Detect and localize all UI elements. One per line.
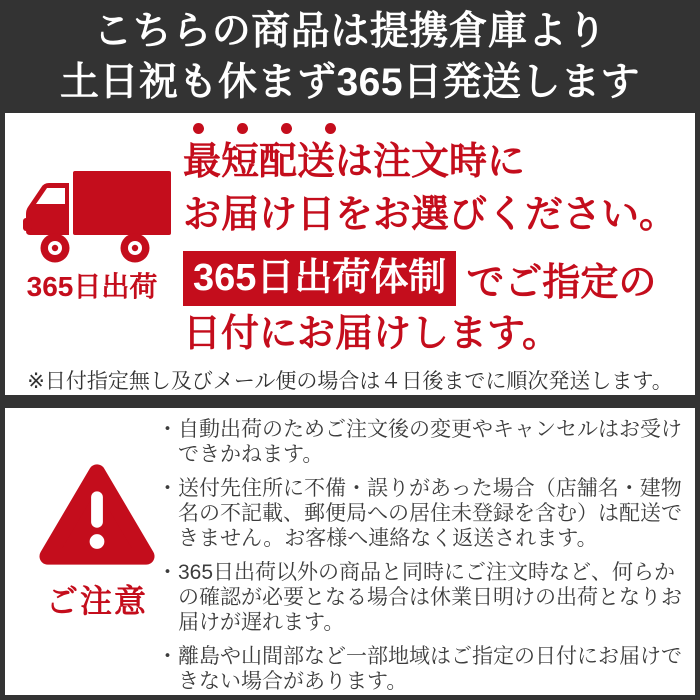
caution-item-text: 自動出荷のためご注文後の変更やキャンセルはお受けできかねます。 xyxy=(178,418,682,466)
caution-item xyxy=(157,644,685,694)
bullet-marker: ・ xyxy=(157,477,178,500)
shipping-highlight-line2: 日付にお届けします。 xyxy=(183,313,560,355)
bullet-marker: ・ xyxy=(157,561,178,584)
emphasis-dots-icon xyxy=(193,121,683,133)
shipping-highlight-line xyxy=(183,251,683,306)
shipping-highlight-after: でご指定の xyxy=(466,262,657,304)
shipping-message xyxy=(183,121,683,361)
bullet-marker: ・ xyxy=(157,645,178,668)
shipping-panel xyxy=(5,113,695,395)
header-line2: 土日祝も休まず365日発送します xyxy=(59,60,641,104)
header-line1: こちらの商品は提携倉庫より xyxy=(93,9,607,53)
caution-item-text: 送付先住所に不備・誤りがあった場合（店舗名・建物名の不記載、郵便局への居住未登録を含む）は配送できません。お客様へ連絡なく返送されます。 xyxy=(178,477,682,550)
caution-item xyxy=(157,476,685,551)
caution-item-text: 365日出荷以外の商品と同時にご注文時など、何らかの確認が必要となる場合は休業日明けの出荷となりお届けが遅れます。 xyxy=(178,561,682,634)
header-banner xyxy=(0,0,700,113)
shipping-system-badge: 365日出荷体制 xyxy=(183,251,456,306)
bullet-marker: ・ xyxy=(157,418,178,441)
truck-caption: 365日出荷 xyxy=(26,271,158,302)
caution-item xyxy=(157,417,685,467)
warning-triangle-icon xyxy=(38,460,156,570)
caution-caption: ご注意 xyxy=(45,583,148,619)
caution-item-text: 離島や山間部など一部地域はご指定の日付にお届けできない場合があります。 xyxy=(178,645,682,693)
delivery-truck-icon xyxy=(23,171,173,269)
caution-panel xyxy=(5,408,695,695)
caution-list xyxy=(157,417,685,700)
caution-item xyxy=(157,560,685,635)
shipping-note: ※日付指定無し及びメール便の場合は４日後までに順次発送します。 xyxy=(27,370,673,393)
shipping-headline-line1: 最短配送は注文時に xyxy=(183,141,526,183)
shipping-headline-line2: お届け日をお選びください。 xyxy=(183,194,678,236)
